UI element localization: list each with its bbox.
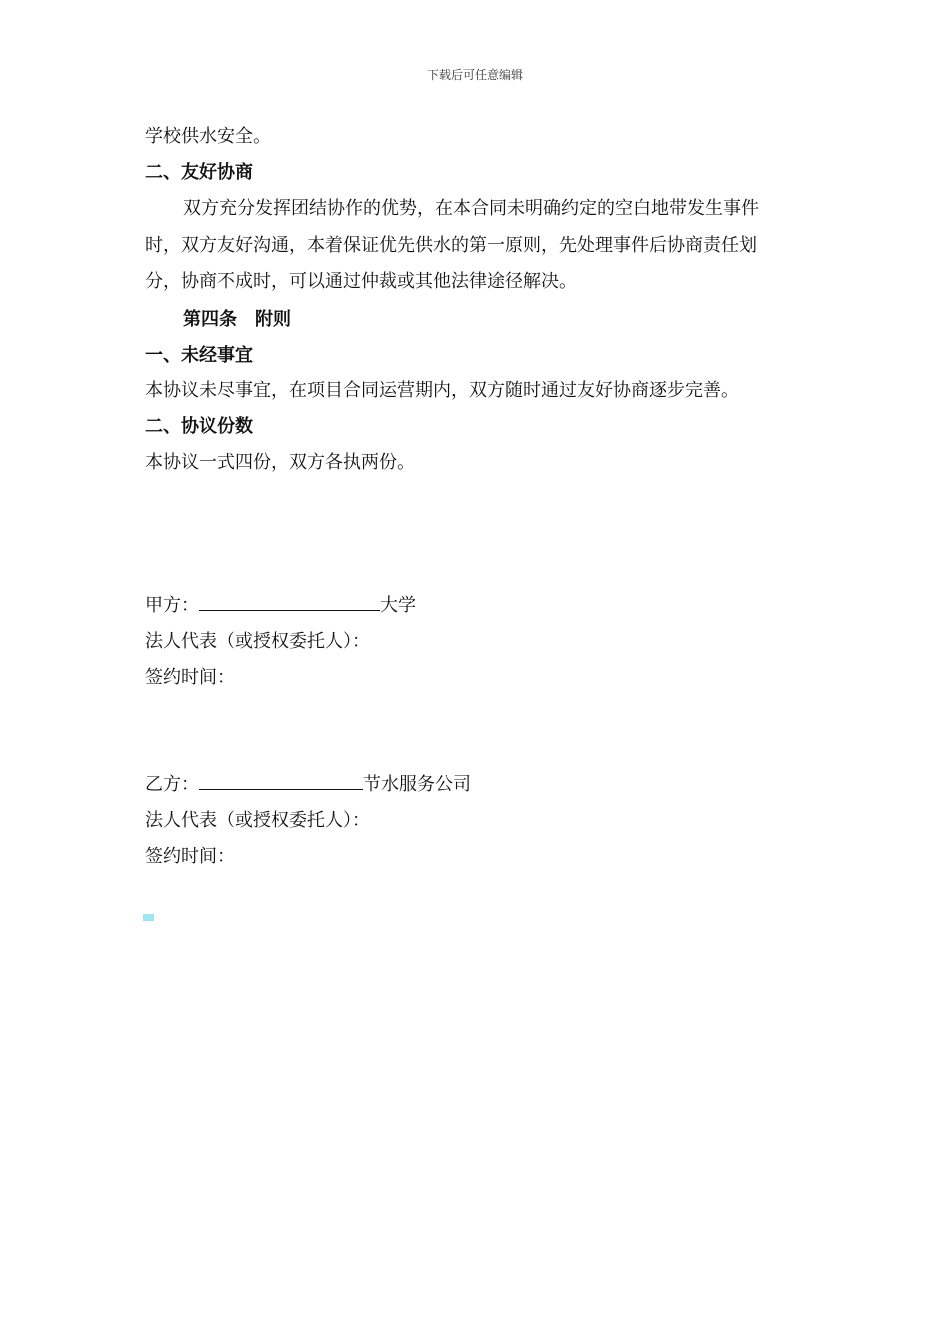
heading-agreement-copies: 二、协议份数 xyxy=(145,416,253,437)
party-a-representative: 法人代表（或授权委托人）： xyxy=(145,631,370,652)
party-a-blank xyxy=(199,594,380,611)
party-a-label: 甲方： xyxy=(145,595,199,616)
heading-friendly-consultation: 二、友好协商 xyxy=(145,162,253,183)
paragraph-consultation-line-2: 时，双方友好沟通，本着保证优先供水的第一原则，先处理事件后协商责任划 xyxy=(145,235,757,256)
party-a-line xyxy=(145,594,416,618)
article-four-title: 第四条 附则 xyxy=(183,309,291,330)
paragraph-consultation-line-1: 双方充分发挥团结协作的优势，在本合同未明确约定的空白地带发生事件 xyxy=(183,198,759,219)
paragraph-agreement-copies: 本协议一式四份，双方各执两份。 xyxy=(145,452,415,473)
paragraph-water-safety: 学校供水安全。 xyxy=(145,126,271,147)
party-b-representative: 法人代表（或授权委托人）： xyxy=(145,810,370,831)
party-b-sign-date: 签约时间： xyxy=(145,846,235,867)
party-a-suffix: 大学 xyxy=(380,595,416,616)
paragraph-unsettled-matters: 本协议未尽事宜，在项目合同运营期内，双方随时通过友好协商逐步完善。 xyxy=(145,380,739,401)
party-b-line xyxy=(145,773,471,797)
party-b-label: 乙方： xyxy=(145,774,199,795)
cursor-marker xyxy=(143,914,154,921)
party-b-blank xyxy=(199,773,363,790)
party-b-suffix: 节水服务公司 xyxy=(363,774,471,795)
paragraph-consultation-line-3: 分，协商不成时，可以通过仲裁或其他法律途径解决。 xyxy=(145,271,577,292)
page-header: 下载后可任意编辑 xyxy=(426,68,523,82)
party-a-sign-date: 签约时间： xyxy=(145,667,235,688)
heading-unsettled-matters: 一、未经事宜 xyxy=(145,345,253,366)
